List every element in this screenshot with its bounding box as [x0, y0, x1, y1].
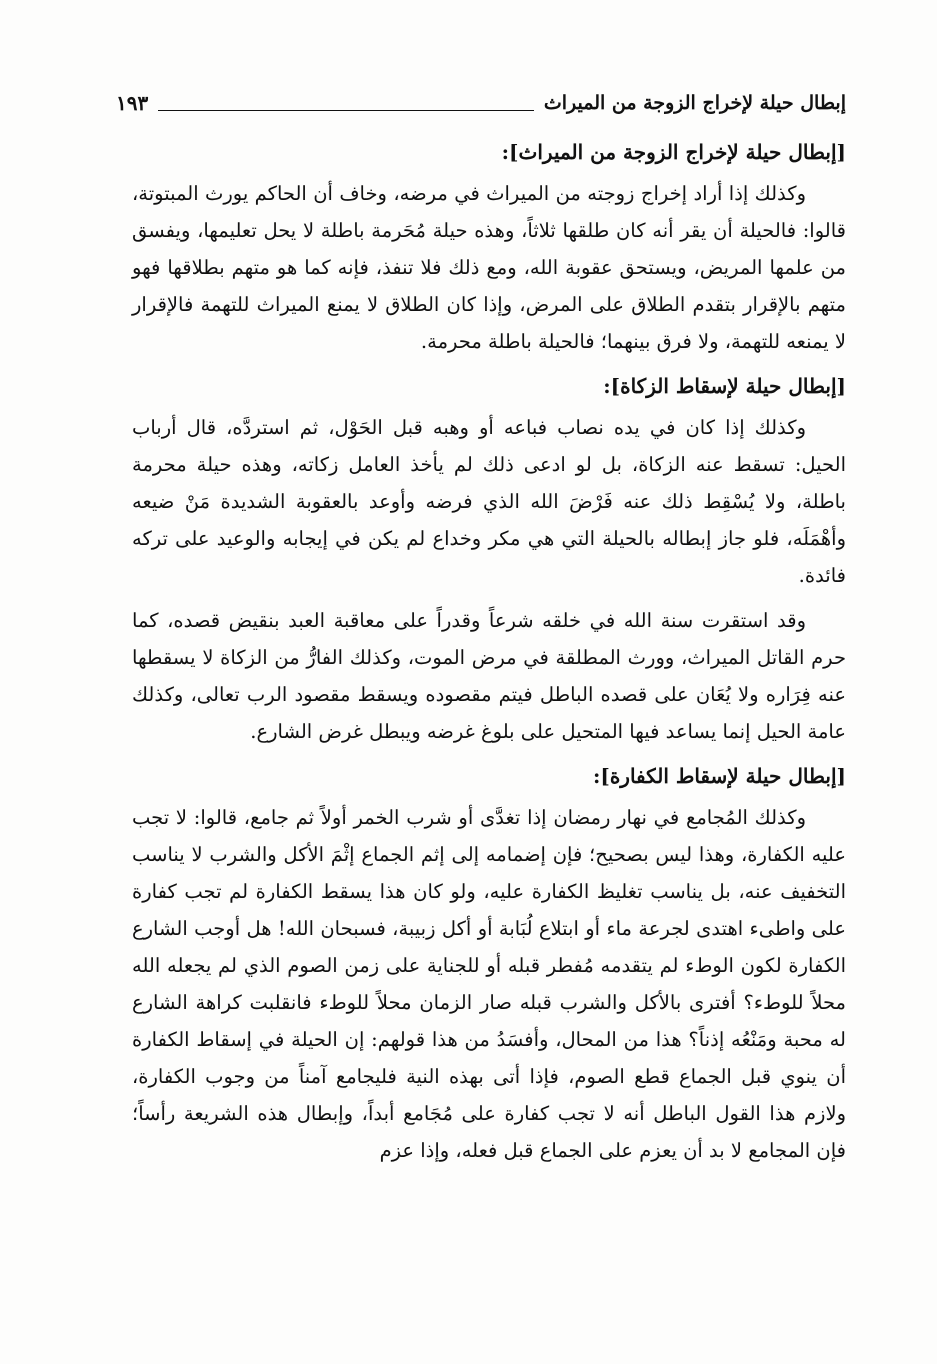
paragraph: وكذلك إذا كان في يده نصاب فباعه أو وهبه قبل الحَوْل، ثم استردَّه، قال أرباب الحيل: تسقط عنه الزكاة، بل لو ادعى ذلك لم يأخذ العامل زكاته، وهذه حيلة محرمة باطلة، ولا يُسْقِط ذلك عنه فَرْضَ الله الذي فرضه وأوعد بالعقوبة الشديدة مَنْ ضيعه وأهْمَلَه، فلو جاز إبطاله بالحيلة التي هي مكر وخداع لم يكن في إيجابه والوعيد على تركه فائدة. [132, 416, 846, 587]
section-heading: [إبطال حيلة لإسقاط الزكاة]: [603, 374, 846, 398]
paragraph: وكذلك المُجامع في نهار رمضان إذا تغدَّى أو شرب الخمر أولاً ثم جامع، قالوا: لا تجب عليه الكفارة، وهذا ليس بصحيح؛ فإن إضمامه إلى إثم الجماع إثْمَ الأكل والشرب لا يناسب التخفيف عنه، بل يناسب تغليظ الكفارة عليه، ولو كان هذا يسقط الكفارة لم تجب كفارة على واطىء اهتدى لجرعة ماء أو ابتلاع لُبَابة أو أكل زبيبة، فسبحان الله! هل أوجب الشارع الكفارة لكون الوطء لم يتقدمه مُفطر قبله أو للجناية على زمن الصوم الذي لم يجعله الله محلاً للوطء؟ أفترى بالأكل والشرب قبله صار الزمان محلاً للوطء فانقلبت كراهة الشارع له محبة ومَنْعُه إذناً؟ هذا من المحال، وأفسَدُ من هذا قولهم: إن الحيلة في إسقاط الكفارة أن ينوي قبل الجماع قطع الصوم، فإذا أتى بهذه النية فليجامع آمناً من وجوب الكفارة، ولازم هذا القول الباطل أنه لا تجب كفارة على مُجَامع أبداً، وإبطال هذه الشريعة رأساً؛ فإن المجامع لا بد أن يعزم على الجماع قبل فعله، وإذا عزم [132, 806, 846, 1162]
section-heading: [إبطال حيلة لإخراج الزوجة من الميراث]: [501, 140, 846, 164]
page-number: ١٩٣ [116, 91, 149, 115]
running-title: إبطال حيلة لإخراج الزوجة من الميراث [543, 92, 846, 114]
page-body [132, 134, 846, 1177]
section-heading: [إبطال حيلة لإسقاط الكفارة]: [592, 764, 846, 788]
running-header [116, 86, 846, 120]
paragraph: وقد استقرت سنة الله في خلقه شرعاً وقدراً على معاقبة العبد بنقيض قصده، كما حرم القاتل الميراث، وورث المطلقة في مرض الموت، وكذلك الفارُّ من الزكاة لا يسقطها عنه فِرَاره ولا يُعَان على قصده الباطل فيتم مقصوده ويسقط مقصود الرب تعالى، وكذلك عامة الحيل إنما يساعد فيها المتحيل على بلوغ غرضه ويبطل غرض الشارع. [132, 609, 846, 743]
paragraph: وكذلك إذا أراد إخراج زوجته من الميراث في مرضه، وخاف أن الحاكم يورث المبتوتة، قالوا: فالحيلة أن يقر أنه كان طلقها ثلاثاً، وهذه حيلة مُحَرمة باطلة لا يحل تعليمها، ويفسق من علمها المريض، ويستحق عقوبة الله، ومع ذلك فلا تنفذ، فإنه كما هو متهم بطلاقها فهو متهم بالإقرار بتقدم الطلاق على المرض، وإذا كان الطلاق لا يمنع الميراث للتهمة فالإقرار لا يمنعه للتهمة، ولا فرق بينهما؛ فالحيلة باطلة محرمة. [132, 182, 846, 353]
header-rule [158, 110, 534, 111]
